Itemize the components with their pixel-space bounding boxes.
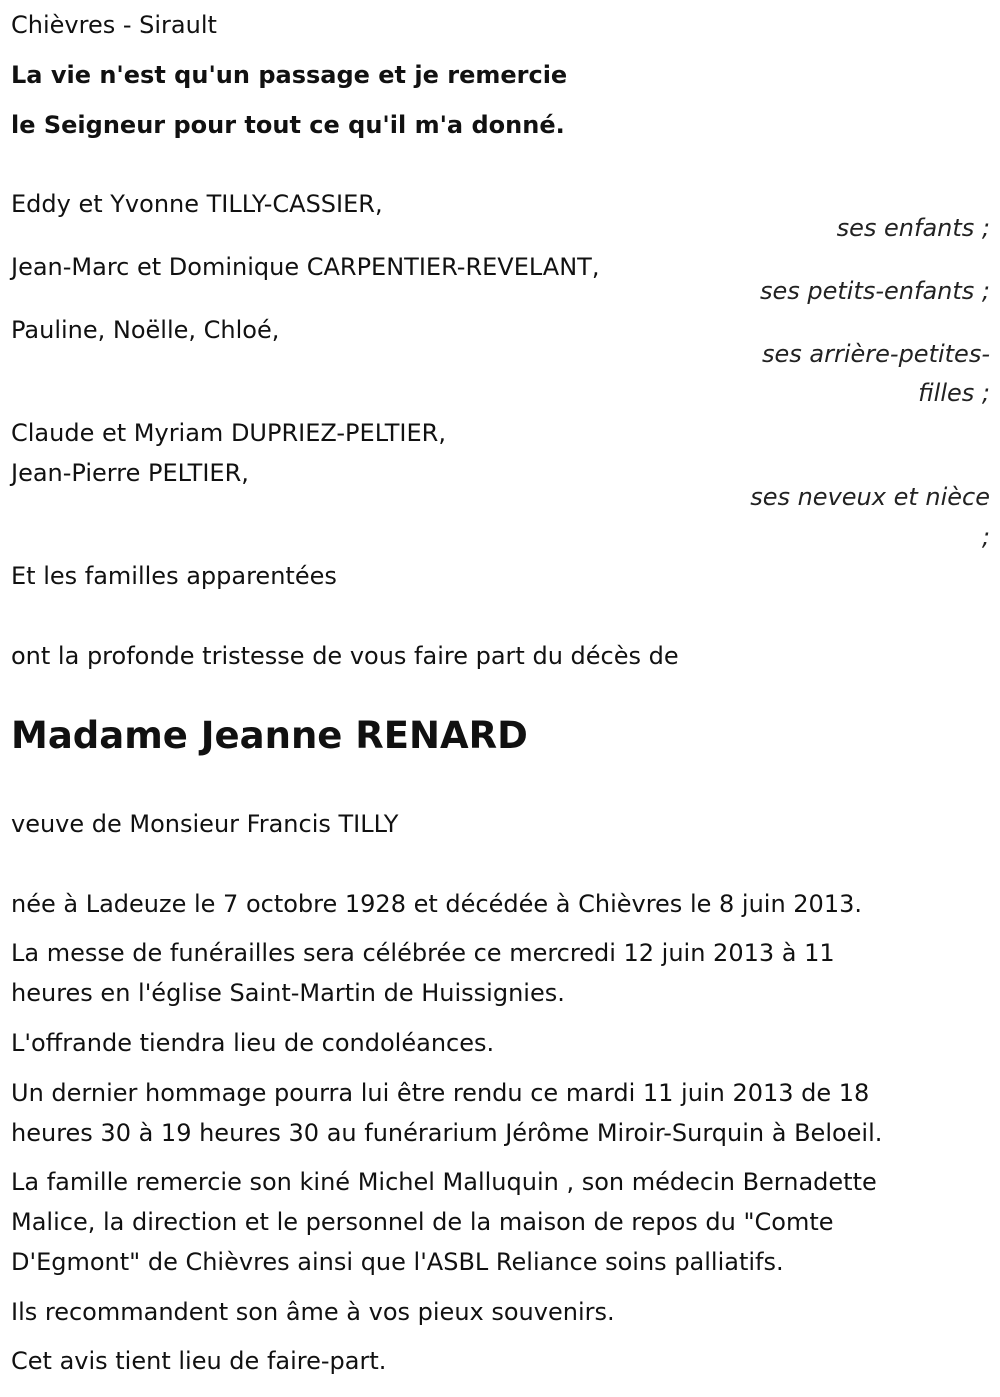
birth-death-paragraph: née à Ladeuze le 7 octobre 1928 et décédée à Chièvres le 8 juin 2013. bbox=[11, 890, 862, 918]
great-grandchildren-role-line2: filles ; bbox=[918, 379, 990, 407]
offering-paragraph: L'offrande tiendra lieu de condoléances. bbox=[11, 1029, 495, 1057]
funeral-line-1: La messe de funérailles sera célébrée ce mercredi 12 juin 2013 à 11 bbox=[11, 939, 835, 967]
related-families: Et les familles apparentées bbox=[11, 562, 337, 590]
nephews-line-2: Jean-Pierre PELTIER, bbox=[11, 459, 249, 487]
deceased-name: Madame Jeanne RENARD bbox=[11, 714, 528, 757]
tribute-paragraph bbox=[11, 1073, 986, 1153]
funeral-paragraph bbox=[11, 933, 986, 1013]
announcement-intro: ont la profonde tristesse de vous faire part du décès de bbox=[11, 642, 679, 670]
notice-paragraph: Cet avis tient lieu de faire-part. bbox=[11, 1347, 387, 1375]
grandchildren-role: ses petits-enfants ; bbox=[759, 277, 990, 305]
grandchildren-names: Jean-Marc et Dominique CARPENTIER-REVELANT, bbox=[11, 253, 600, 281]
tribute-line-2: heures 30 à 19 heures 30 au funérarium Jérôme Miroir-Surquin à Beloeil. bbox=[11, 1119, 883, 1147]
great-grandchildren-role-line1: ses arrière-petites- bbox=[762, 340, 990, 368]
quote-line-2: le Seigneur pour tout ce qu'il m'a donné. bbox=[11, 111, 565, 139]
widow-of: veuve de Monsieur Francis TILLY bbox=[11, 810, 399, 838]
nephews-role-line1: ses neveux et nièce bbox=[750, 483, 990, 511]
thanks-line-2: Malice, la direction et le personnel de la maison de repos du "Comte bbox=[11, 1208, 834, 1236]
thanks-line-1: La famille remercie son kiné Michel Malluquin , son médecin Bernadette bbox=[11, 1168, 877, 1196]
children-role: ses enfants ; bbox=[836, 214, 990, 242]
tribute-line-1: Un dernier hommage pourra lui être rendu ce mardi 11 juin 2013 de 18 bbox=[11, 1079, 870, 1107]
quote-line-1: La vie n'est qu'un passage et je remercie bbox=[11, 61, 568, 89]
children-names: Eddy et Yvonne TILLY-CASSIER, bbox=[11, 190, 383, 218]
great-grandchildren-names: Pauline, Noëlle, Chloé, bbox=[11, 316, 280, 344]
thanks-line-3: D'Egmont" de Chièvres ainsi que l'ASBL Reliance soins palliatifs. bbox=[11, 1248, 784, 1276]
nephews-line-1: Claude et Myriam DUPRIEZ-PELTIER, bbox=[11, 419, 446, 447]
thanks-paragraph bbox=[11, 1162, 986, 1282]
funeral-line-2: heures en l'église Saint-Martin de Huissignies. bbox=[11, 979, 565, 1007]
nephews-role-line2: ; bbox=[981, 523, 990, 551]
recommend-paragraph: Ils recommandent son âme à vos pieux souvenirs. bbox=[11, 1298, 615, 1326]
location-line: Chièvres - Sirault bbox=[11, 11, 217, 39]
